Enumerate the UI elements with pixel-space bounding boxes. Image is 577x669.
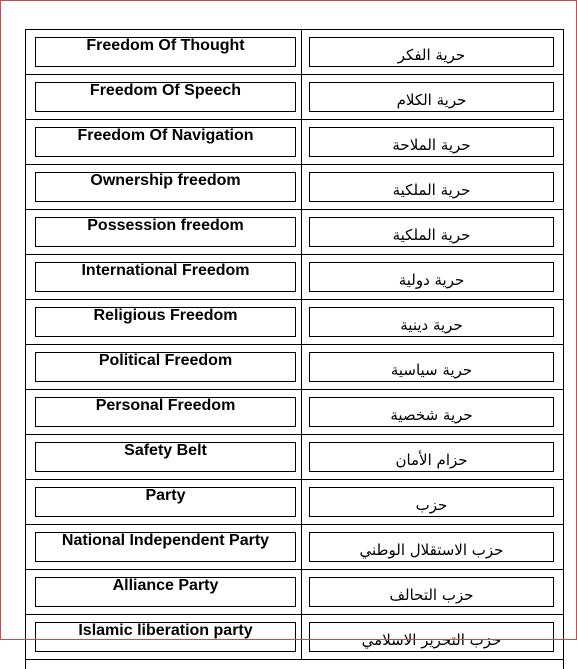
english-term: Alliance Party — [112, 577, 219, 594]
column-divider — [301, 345, 302, 389]
arabic-term: حرية الكلام — [396, 91, 467, 109]
english-term-cell — [35, 352, 296, 382]
arabic-term-cell — [309, 127, 554, 157]
table-row — [26, 615, 563, 660]
arabic-term-cell — [309, 217, 554, 247]
arabic-term: حرية الفكر — [397, 46, 466, 64]
arabic-term: حرية دينية — [400, 316, 463, 334]
english-term: Possession freedom — [87, 217, 244, 234]
arabic-term-cell — [309, 82, 554, 112]
english-term: Political Freedom — [98, 352, 233, 369]
table-row — [26, 435, 563, 480]
english-term: Personal Freedom — [95, 397, 236, 414]
arabic-term: حرية دولية — [398, 271, 465, 289]
arabic-term: حزب — [415, 496, 448, 514]
english-term: Safety Belt — [124, 442, 207, 459]
glossary-table — [25, 29, 564, 669]
arabic-term: حزام الأمان — [395, 451, 468, 469]
english-term: National Independent Party — [61, 532, 270, 549]
english-term-cell — [35, 487, 296, 517]
english-term: Party — [145, 487, 186, 504]
english-term-cell — [35, 217, 296, 247]
arabic-term-cell — [309, 307, 554, 337]
english-term: Ownership freedom — [90, 172, 241, 189]
column-divider — [301, 390, 302, 434]
column-divider — [301, 210, 302, 254]
arabic-term-cell — [309, 577, 554, 607]
english-term: Freedom Of Speech — [89, 82, 242, 99]
english-term-cell — [35, 442, 296, 472]
arabic-term-cell — [309, 352, 554, 382]
english-term-cell — [35, 172, 296, 202]
table-row — [26, 345, 563, 390]
arabic-term-cell — [309, 487, 554, 517]
table-row — [26, 75, 563, 120]
english-term-cell — [35, 577, 296, 607]
arabic-term: حرية الملكية — [392, 226, 471, 244]
arabic-term: حرية الملكية — [392, 181, 471, 199]
english-term: Religious Freedom — [93, 307, 238, 324]
column-divider — [301, 525, 302, 569]
column-divider — [301, 75, 302, 119]
column-divider — [301, 615, 302, 659]
english-term-cell — [35, 262, 296, 292]
table-row — [26, 120, 563, 165]
arabic-term: حرية الملاحة — [392, 136, 471, 154]
english-term-cell — [35, 127, 296, 157]
english-term-cell — [35, 37, 296, 67]
column-divider — [301, 300, 302, 344]
column-divider — [301, 435, 302, 479]
column-divider — [301, 165, 302, 209]
column-divider — [301, 255, 302, 299]
table-row — [26, 165, 563, 210]
arabic-term: حزب الاستقلال الوطني — [359, 541, 504, 559]
arabic-term-cell — [309, 532, 554, 562]
english-term: International Freedom — [81, 262, 250, 279]
arabic-term-cell — [309, 442, 554, 472]
arabic-term: حزب التحرير الاسلامي — [361, 631, 502, 649]
table-row — [26, 525, 563, 570]
english-term: Freedom Of Navigation — [77, 127, 254, 144]
table-row — [26, 480, 563, 525]
column-divider — [301, 570, 302, 614]
table-row — [26, 570, 563, 615]
arabic-term-cell — [309, 37, 554, 67]
arabic-term-cell — [309, 622, 554, 652]
english-term-cell — [35, 397, 296, 427]
english-term-cell — [35, 82, 296, 112]
english-term: Islamic liberation party — [78, 622, 253, 639]
english-term-cell — [35, 532, 296, 562]
arabic-term: حرية سياسية — [390, 361, 473, 379]
arabic-term-cell — [309, 262, 554, 292]
column-divider — [301, 120, 302, 164]
english-term-cell — [35, 622, 296, 652]
english-term: Freedom Of Thought — [86, 37, 245, 54]
arabic-term: حزب التحالف — [389, 586, 474, 604]
arabic-term-cell — [309, 172, 554, 202]
table-row — [26, 30, 563, 75]
column-divider — [301, 30, 302, 74]
table-row — [26, 390, 563, 435]
table-row — [26, 210, 563, 255]
english-term-cell — [35, 307, 296, 337]
arabic-term-cell — [309, 397, 554, 427]
table-row — [26, 255, 563, 300]
column-divider — [301, 480, 302, 524]
table-row — [26, 300, 563, 345]
arabic-term: حرية شخصية — [390, 406, 473, 424]
